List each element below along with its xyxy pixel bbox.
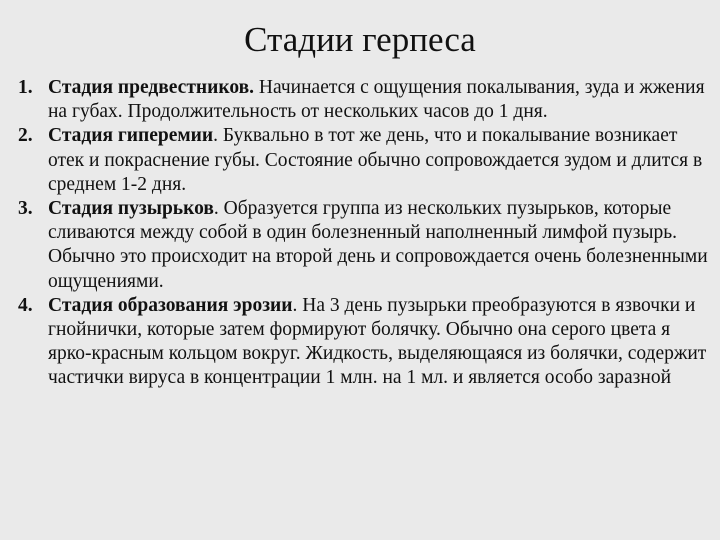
item-number: 4. <box>18 294 33 316</box>
item-number: 3. <box>18 198 33 220</box>
item-text: . На 3 день пузырьки преобразуются в язвочки и гнойнички, которые затем формируют болячку. Обычно она серого цвета я ярко-красным кольцом вокруг. Жидкость, выделяющаяся из болячки, содержит частички вируса в концентрации 1 млн. на 1 мл. и является особо заразной <box>48 294 707 389</box>
list-item <box>18 197 708 294</box>
stages-list <box>18 76 708 391</box>
item-term: Стадия образования эрозии <box>48 294 293 316</box>
item-text: Начинается с ощущения покалывания, зуда и жжения на губах. Продолжительность от нескольких часов до 1 дня. <box>48 77 705 123</box>
item-term: Стадия пузырьков <box>48 198 214 220</box>
item-text: . Буквально в тот же день, что и покалывание возникает отек и покраснение губы. Состояние обычно сопровождается зудом и длится в среднем 1-2 дня. <box>48 125 703 195</box>
list-item <box>18 294 708 391</box>
item-text: . Образуется группа из нескольких пузырьков, которые сливаются между собой в один болезненный наполненный лимфой пузырь. Обычно это происходит на второй день и сопровождается очень болезненными ощущениями. <box>48 198 708 292</box>
item-number: 2. <box>18 125 33 147</box>
slide-title: Стадии герпеса <box>244 20 476 59</box>
item-term: Стадия предвестников. <box>48 77 255 98</box>
item-term: Стадия гиперемии <box>48 125 214 147</box>
item-number: 1. <box>18 77 33 98</box>
list-item <box>18 76 708 124</box>
list-item <box>18 124 708 197</box>
